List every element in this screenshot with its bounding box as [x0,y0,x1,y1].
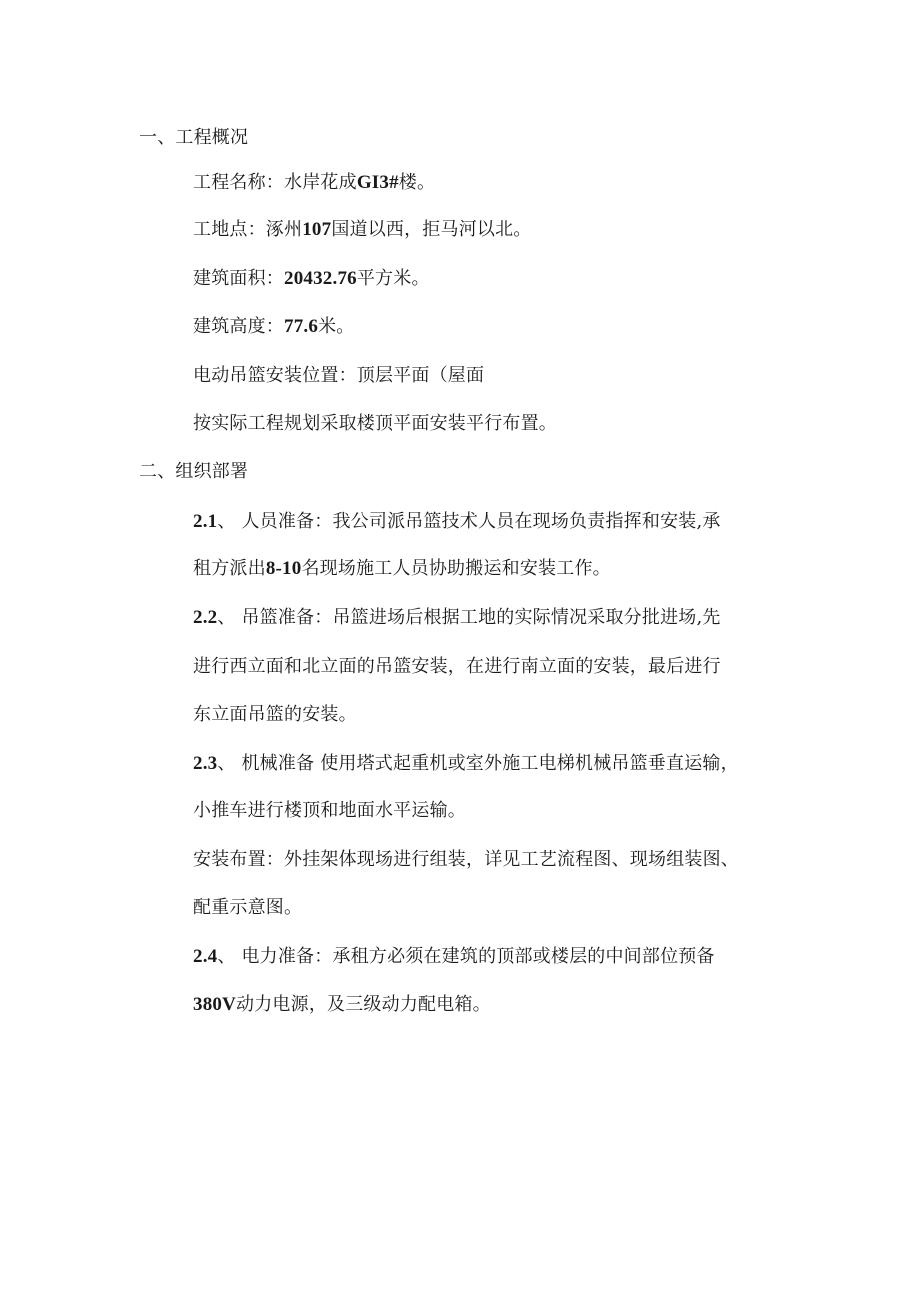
height-line: 建筑高度：77.6米。 [193,316,355,337]
install-layout-line-2: 配重示意图。 [193,897,303,918]
item-2-4-line-1: 2.4、 电力准备：承租方必须在建筑的顶部或楼层的中间部位预备 [193,946,715,967]
item-2-4-line-2: 380V动力电源，及三级动力配电箱。 [193,994,491,1015]
item-2-3-line-1: 2.3、 机械准备 使用塔式起重机或室外施工电梯机械吊篮垂直运输， [193,753,739,774]
install-position-line: 电动吊篮安装位置：顶层平面（屋面 [193,365,485,386]
layout-line: 按实际工程规划采取楼顶平面安装平行布置。 [193,413,557,434]
install-layout-line-1: 安装布置：外挂架体现场进行组装，详见工艺流程图、现场组装图、 [193,849,739,870]
project-name-line: 工程名称：水岸花成GI3#楼。 [193,172,436,193]
site-line: 工地点：涿州107国道以西，拒马河以北。 [193,219,532,240]
item-2-2-line-2: 进行西立面和北立面的吊篮安装，在进行南立面的安装，最后进行 [193,656,721,677]
area-line: 建筑面积：20432.76平方米。 [193,268,430,289]
item-2-1-line-1: 2.1、 人员准备：我公司派吊篮技术人员在现场负责指挥和安装,承 [193,511,721,532]
item-2-2-line-3: 东立面吊篮的安装。 [193,704,357,725]
item-2-3-line-2: 小推车进行楼顶和地面水平运输。 [193,800,466,821]
item-2-2-line-1: 2.2、 吊篮准备：吊篮进场后根据工地的实际情况采取分批进场,先 [193,607,721,628]
section-1-heading: 一、工程概况 [139,127,249,148]
section-2-heading: 二、组织部署 [139,461,249,482]
item-2-1-line-2: 租方派出8-10名现场施工人员协助搬运和安装工作。 [193,558,611,579]
